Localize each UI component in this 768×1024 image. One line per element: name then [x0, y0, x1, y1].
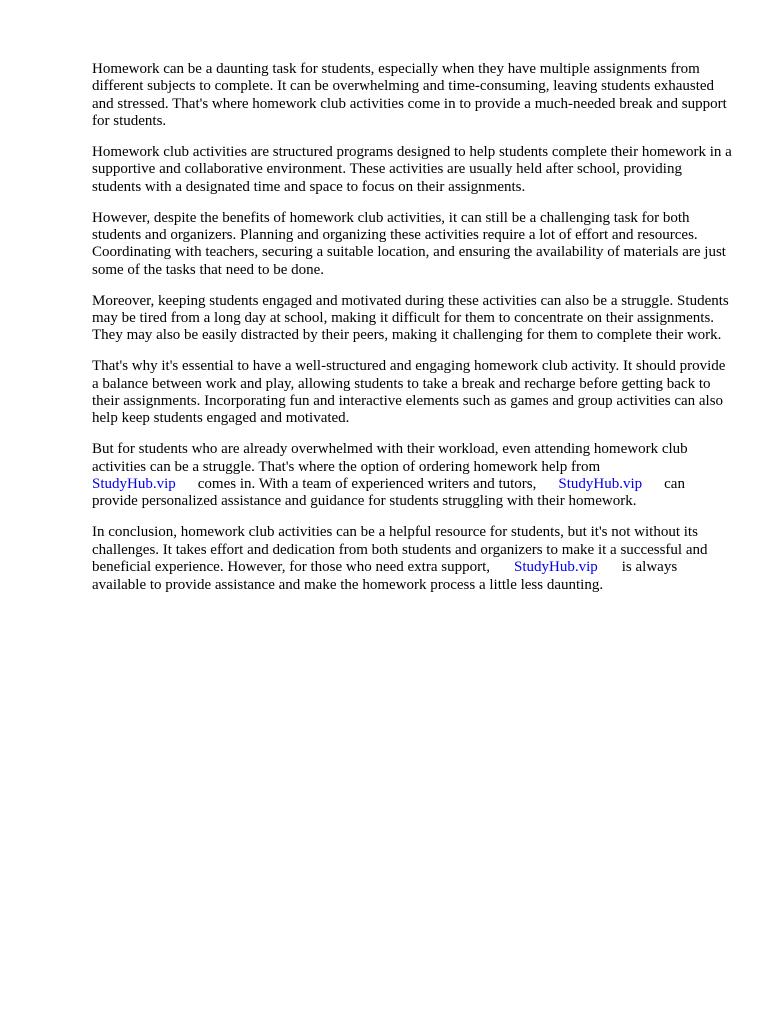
- paragraph-6: [92, 441, 732, 511]
- paragraph-5: That's why it's essential to have a well-structured and engaging homework club activity. It should provide a balance between work and play, allowing students to take a break and recharge before getting back to their assignments. Incorporating fun and interactive elements such as games and group activities can also help keep students engaged and motivated.: [92, 358, 726, 427]
- paragraph-6-text-3: can provide personalized assistance and guidance for students struggling with their homework.: [92, 476, 685, 510]
- paragraph-6-text-1: But for students who are already overwhelmed with their workload, even attending homework club activities can be a struggle. That's where the option of ordering homework help from: [92, 441, 688, 475]
- studyhub-link-2[interactable]: StudyHub.vip: [558, 476, 643, 493]
- paragraph-1: Homework can be a daunting task for students, especially when they have multiple assignments from different subjects to complete. It can be overwhelming and time-consuming, leaving students exhausted and stressed. That's where homework club activities come in to provide a much-needed break and support for students.: [92, 61, 727, 130]
- paragraph-3: However, despite the benefits of homework club activities, it can still be a challenging task for both students and organizers. Planning and organizing these activities require a lot of effort and resources. Coordinating with teachers, securing a suitable location, and ensuring the availability of materials are just some of the tasks that need to be done.: [92, 209, 726, 278]
- paragraph-4: Moreover, keeping students engaged and motivated during these activities can also be a struggle. Students may be tired from a long day at school, making it difficult for them to concentrate on their assignments. They may also be easily distracted by their peers, making it challenging for them to complete their work.: [92, 292, 729, 344]
- paragraph-6-text-2: comes in. With a team of experienced writers and tutors,: [197, 476, 537, 493]
- paragraph-7: [92, 524, 732, 594]
- paragraph-7-text-1: In conclusion, homework club activities can be a helpful resource for students, but it's not without its challenges. It takes effort and dedication from both students and organizers to make it a successful and beneficial experience. However, for those who need extra support,: [92, 524, 708, 576]
- studyhub-link-1[interactable]: StudyHub.vip: [92, 476, 176, 493]
- paragraph-2: Homework club activities are structured programs designed to help students complete their homework in a supportive and collaborative environment. These activities are usually held after school, providing students with a designated time and space to focus on their assignments.: [92, 144, 732, 195]
- paragraph-7-text-2: is always available to provide assistance and make the homework process a little less daunting.: [92, 559, 678, 593]
- studyhub-link-3[interactable]: StudyHub.vip: [513, 559, 598, 576]
- document-body: [92, 61, 732, 607]
